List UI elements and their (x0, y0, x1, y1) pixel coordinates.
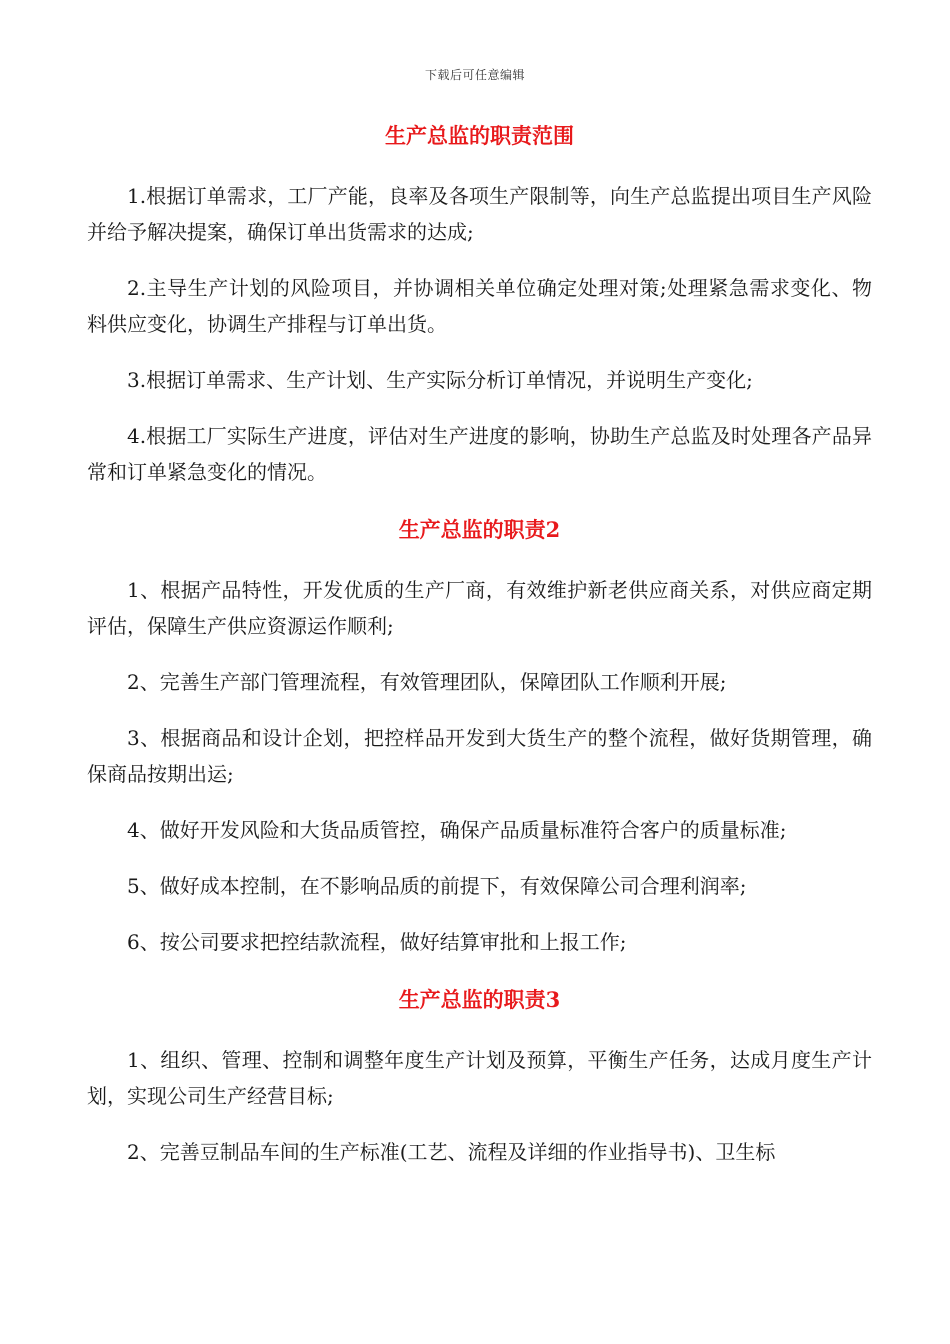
header-note: 下载后可任意编辑 (424, 68, 525, 82)
section-title: 生产总监的职责3 (398, 987, 561, 1012)
paragraph: 2、完善豆制品车间的生产标准(工艺、流程及详细的作业指导书)、卫生标 (127, 1140, 776, 1164)
paragraph: 1.根据订单需求，工厂产能，良率及各项生产限制等，向生产总监提出项目生产风险并给予解决提案，确保订单出货需求的达成; (87, 184, 872, 244)
paragraph: 3、根据商品和设计企划，把控样品开发到大货生产的整个流程，做好货期管理，确保商品按期出运; (87, 726, 872, 786)
paragraph: 6、按公司要求把控结款流程，做好结算审批和上报工作; (127, 930, 627, 954)
document-body (87, 120, 872, 1170)
section-title: 生产总监的职责2 (398, 517, 561, 542)
section-title: 生产总监的职责范围 (385, 123, 574, 148)
paragraph: 2.主导生产计划的风险项目，并协调相关单位确定处理对策;处理紧急需求变化、物料供应变化，协调生产排程与订单出货。 (87, 276, 872, 336)
paragraph: 5、做好成本控制，在不影响品质的前提下，有效保障公司合理利润率; (127, 874, 747, 898)
paragraph: 2、完善生产部门管理流程，有效管理团队，保障团队工作顺利开展; (127, 670, 727, 694)
paragraph: 1、组织、管理、控制和调整年度生产计划及预算，平衡生产任务，达成月度生产计划，实现公司生产经营目标; (87, 1048, 872, 1108)
paragraph: 3.根据订单需求、生产计划、生产实际分析订单情况，并说明生产变化; (127, 368, 753, 392)
paragraph: 4.根据工厂实际生产进度，评估对生产进度的影响，协助生产总监及时处理各产品异常和订单紧急变化的情况。 (87, 424, 872, 484)
paragraph: 4、做好开发风险和大货品质管控，确保产品质量标准符合客户的质量标准; (127, 818, 787, 842)
paragraph: 1、根据产品特性，开发优质的生产厂商，有效维护新老供应商关系，对供应商定期评估，保障生产供应资源运作顺利; (87, 578, 872, 638)
